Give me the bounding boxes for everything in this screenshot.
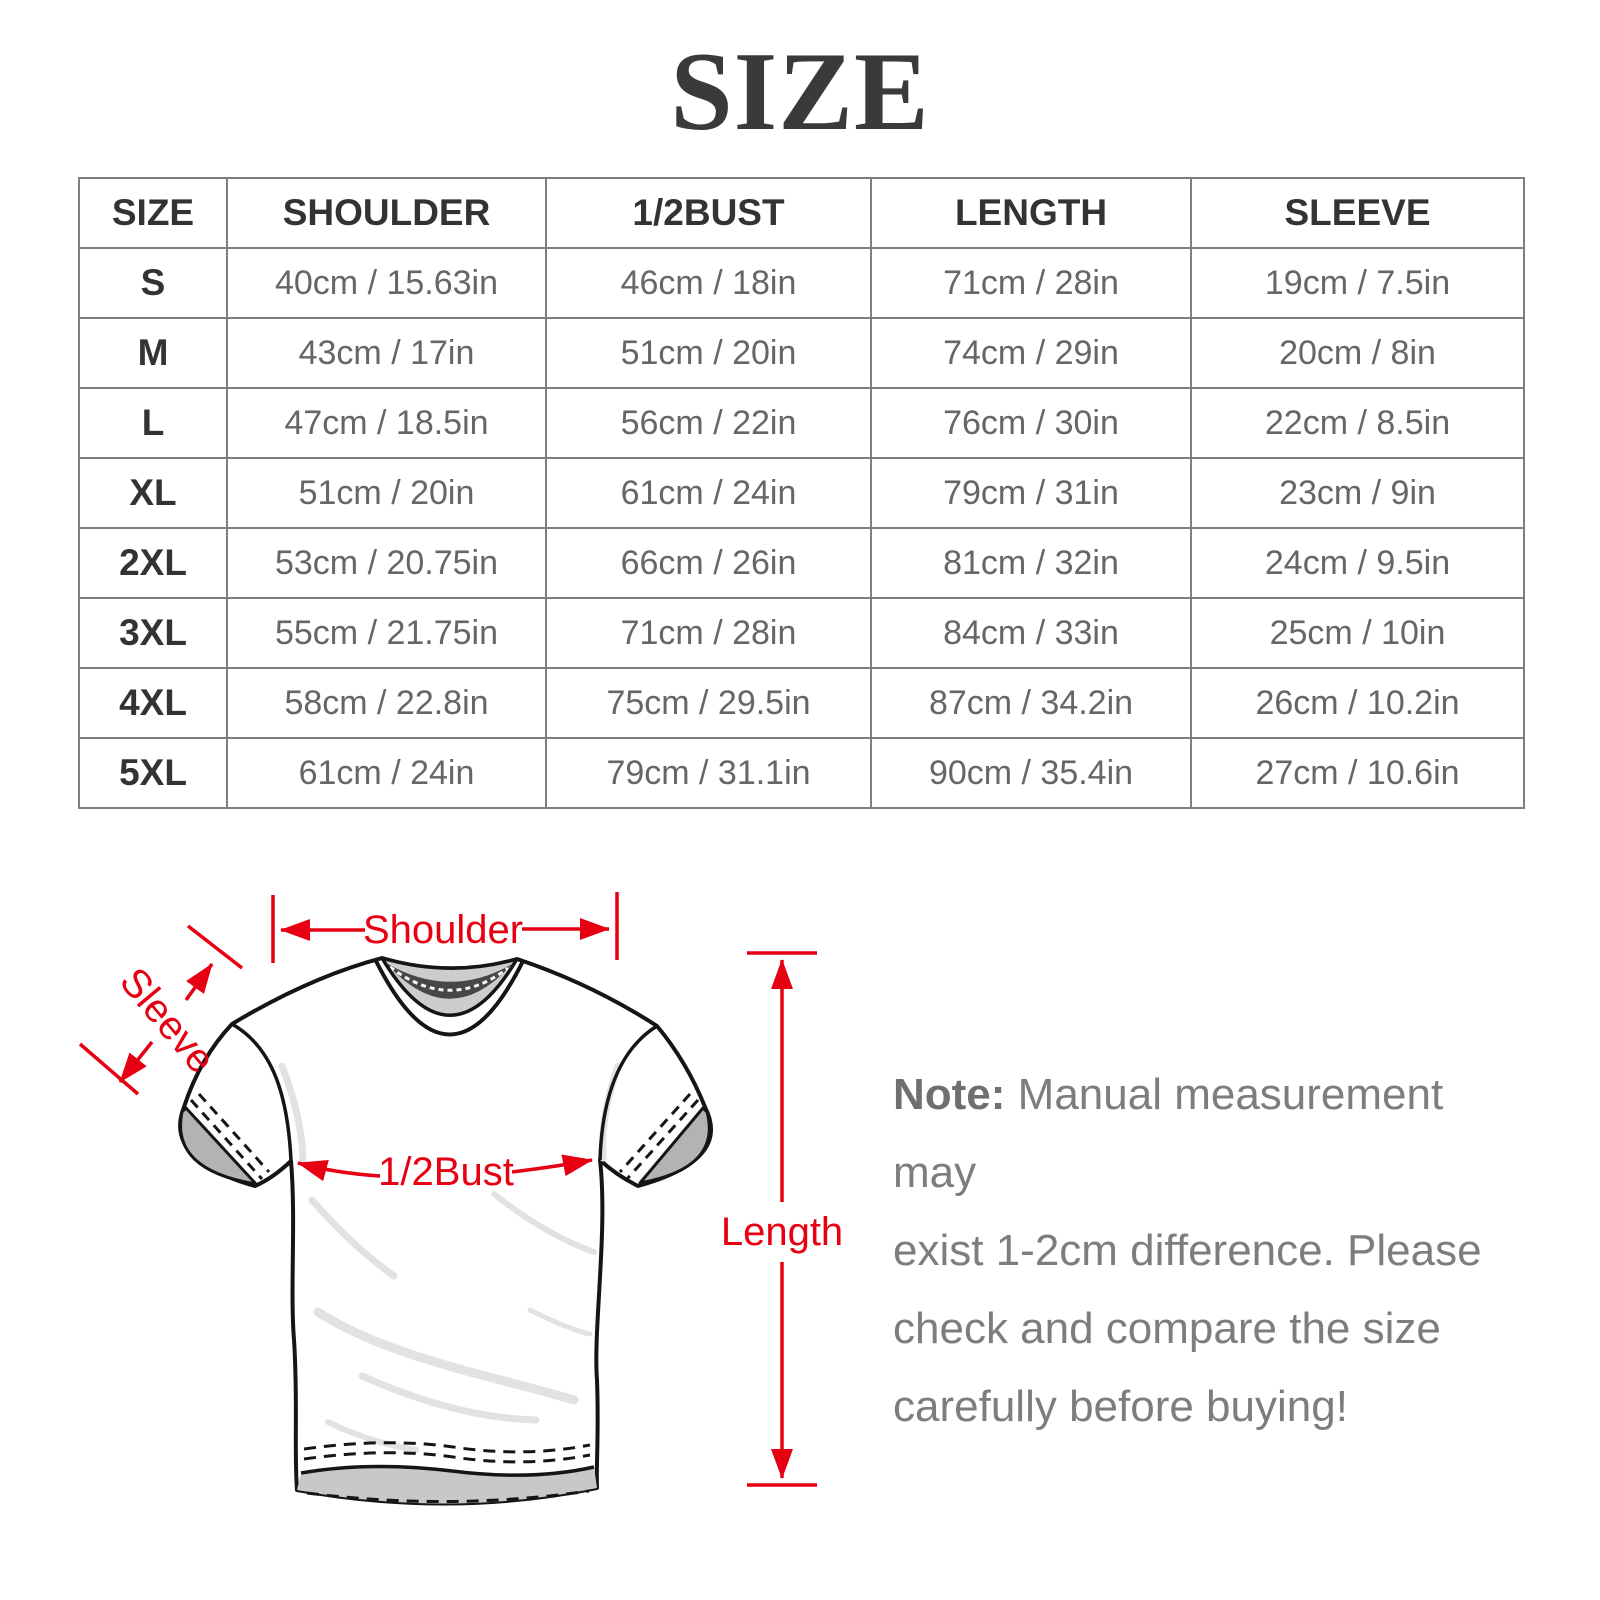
note-label: Note: (893, 1070, 1006, 1119)
column-header-shoulder: SHOULDER (227, 178, 546, 248)
measurement-cell: 40cm / 15.63in (227, 248, 546, 318)
measurement-cell: 51cm / 20in (227, 458, 546, 528)
measurement-cell: 25cm / 10in (1191, 598, 1524, 668)
measurement-cell: 51cm / 20in (546, 318, 871, 388)
measurement-cell: 47cm / 18.5in (227, 388, 546, 458)
table-row (79, 248, 1524, 318)
measurement-cell: 22cm / 8.5in (1191, 388, 1524, 458)
measurement-cell: 84cm / 33in (871, 598, 1191, 668)
table-row (79, 318, 1524, 388)
note-line: exist 1-2cm difference. Please (893, 1226, 1482, 1275)
note-line: carefully before buying! (893, 1382, 1348, 1431)
table-row (79, 528, 1524, 598)
column-header-size: SIZE (79, 178, 227, 248)
measurement-cell: 76cm / 30in (871, 388, 1191, 458)
bust-measure-label: 1/2Bust (378, 1150, 514, 1194)
measurement-cell: 24cm / 9.5in (1191, 528, 1524, 598)
row-size-label: 5XL (79, 738, 227, 808)
measurement-cell: 19cm / 7.5in (1191, 248, 1524, 318)
measurement-cell: 46cm / 18in (546, 248, 871, 318)
sleeve-measure-label: Sleeve (111, 959, 224, 1082)
size-table (78, 177, 1525, 809)
measurement-cell: 23cm / 9in (1191, 458, 1524, 528)
size-diagram (60, 860, 880, 1560)
measurement-cell: 26cm / 10.2in (1191, 668, 1524, 738)
table-header-row (79, 178, 1524, 248)
measurement-cell: 75cm / 29.5in (546, 668, 871, 738)
length-measure-label: Length (720, 1210, 844, 1254)
row-size-label: XL (79, 458, 227, 528)
measurement-cell: 61cm / 24in (546, 458, 871, 528)
page-title: SIZE (670, 30, 930, 154)
measurement-cell: 53cm / 20.75in (227, 528, 546, 598)
measurement-note (893, 1056, 1533, 1446)
table-row (79, 598, 1524, 668)
column-header-length: LENGTH (871, 178, 1191, 248)
sleeve-arrow-upper (186, 964, 212, 1000)
row-size-label: L (79, 388, 227, 458)
measurement-cell: 90cm / 35.4in (871, 738, 1191, 808)
row-size-label: 4XL (79, 668, 227, 738)
shoulder-measure (273, 892, 617, 963)
measurement-cell: 71cm / 28in (871, 248, 1191, 318)
measurement-cell: 79cm / 31in (871, 458, 1191, 528)
length-measure (721, 953, 843, 1485)
measurement-cell: 55cm / 21.75in (227, 598, 546, 668)
row-size-label: 2XL (79, 528, 227, 598)
row-size-label: M (79, 318, 227, 388)
measurement-cell: 81cm / 32in (871, 528, 1191, 598)
row-size-label: S (79, 248, 227, 318)
measurement-cell: 66cm / 26in (546, 528, 871, 598)
table-row (79, 738, 1524, 808)
measurement-cell: 56cm / 22in (546, 388, 871, 458)
measurement-cell: 27cm / 10.6in (1191, 738, 1524, 808)
note-line: check and compare the size (893, 1304, 1441, 1353)
shoulder-measure-label: Shoulder (362, 908, 524, 952)
table-row (79, 668, 1524, 738)
sleeve-tick-upper (188, 926, 242, 968)
measurement-cell: 74cm / 29in (871, 318, 1191, 388)
note-line (893, 1056, 1533, 1212)
measurement-cell: 58cm / 22.8in (227, 668, 546, 738)
table-row (79, 458, 1524, 528)
measurement-cell: 87cm / 34.2in (871, 668, 1191, 738)
measurement-cell: 43cm / 17in (227, 318, 546, 388)
table-row (79, 388, 1524, 458)
column-header-sleeve: SLEEVE (1191, 178, 1524, 248)
column-header-bust: 1/2BUST (546, 178, 871, 248)
measurement-cell: 61cm / 24in (227, 738, 546, 808)
measurement-cell: 79cm / 31.1in (546, 738, 871, 808)
tshirt-illustration (180, 958, 711, 1504)
row-size-label: 3XL (79, 598, 227, 668)
sleeve-arrow-lower (120, 1042, 152, 1082)
measurement-cell: 71cm / 28in (546, 598, 871, 668)
tshirt-outline (180, 958, 711, 1504)
note-text: Manual measurement may (893, 1070, 1444, 1197)
measurement-cell: 20cm / 8in (1191, 318, 1524, 388)
